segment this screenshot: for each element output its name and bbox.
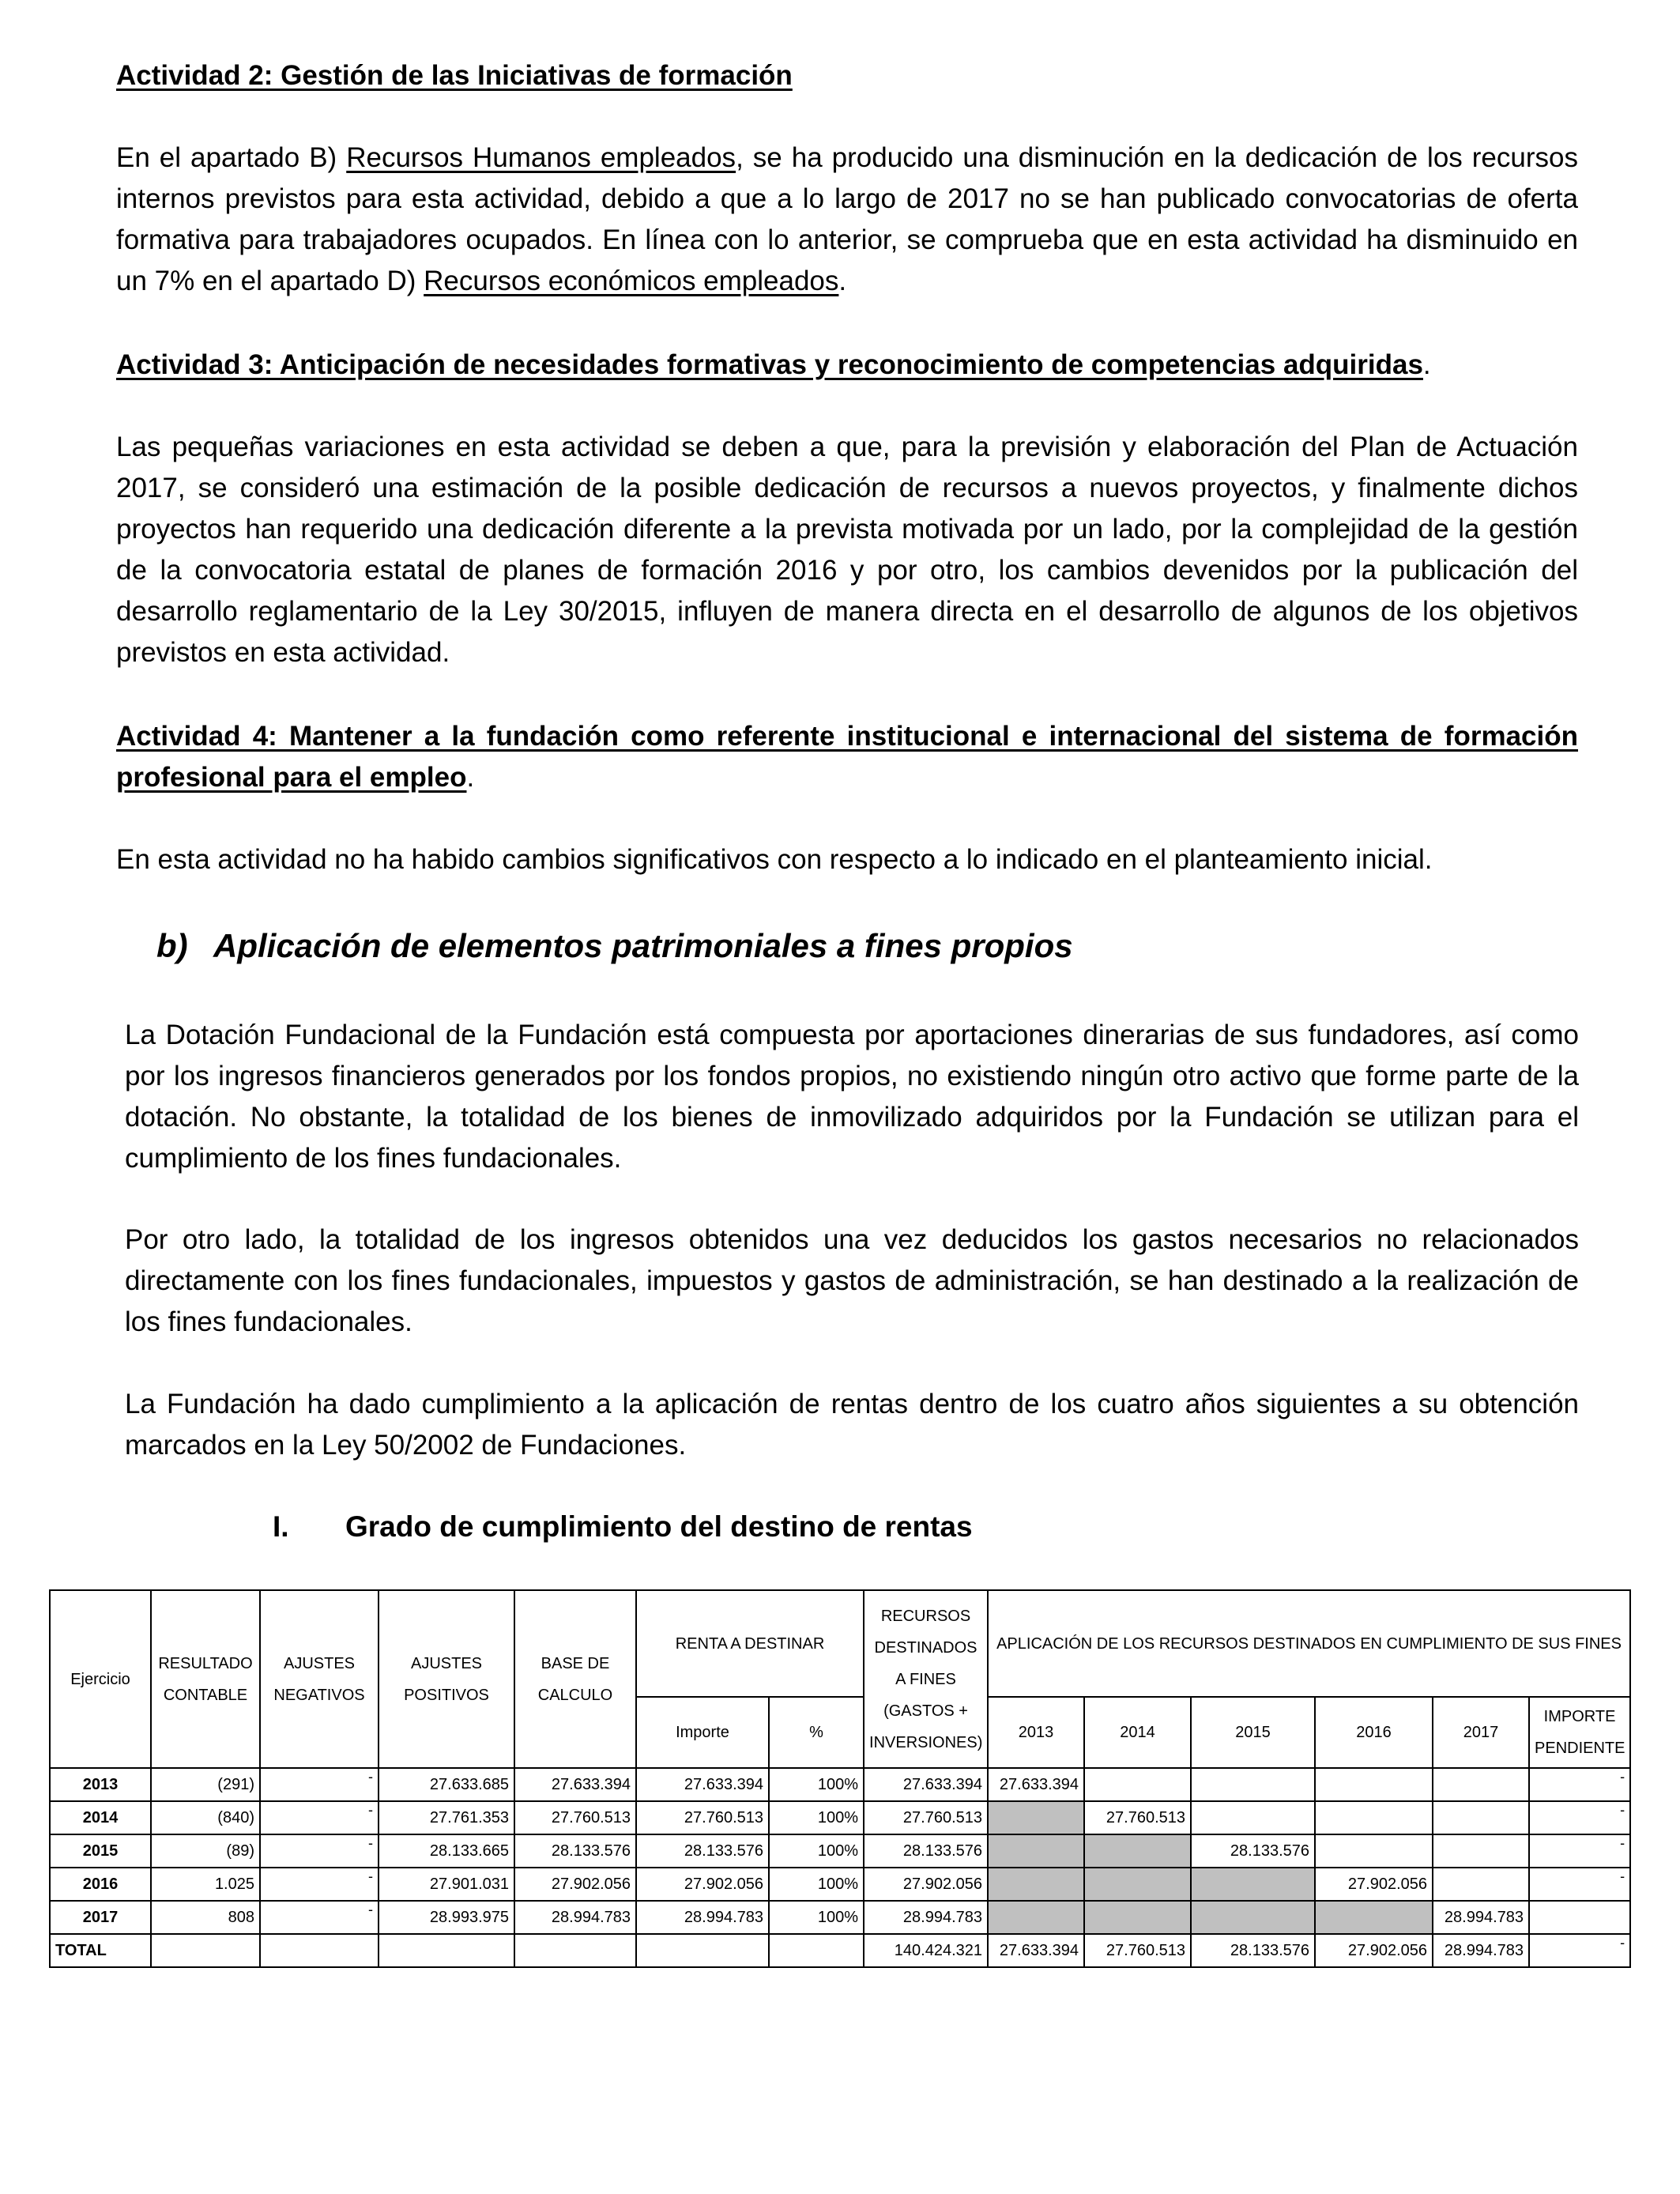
header-2016: 2016 bbox=[1315, 1697, 1433, 1768]
actividad-3-paragraph: Las pequeñas variaciones en esta actividad se deben a que, para la previsión y elaboración del Plan de Actuación 2017, se consideró una estimación de la posible dedicación de recursos a nuevos proyectos, y finalmente dichos proyectos han requerido una dedicación diferente a la prevista motivada por un lado, por la complejidad de la gestión de la convocatoria estatal de planes de formación 2016 y por otro, los cambios devenidos por la publicación del desarrollo reglamentario de la Ley 30/2015, influyen de manera directa en el desarrollo de algunos de los objetivos previstos en esta actividad. bbox=[116, 432, 1578, 668]
actividad-4-heading: Actividad 4: Mantener a la fundación como referente institucional e internacional del sistema de formación profesional para el empleo. bbox=[116, 721, 1578, 793]
cell-ajustes-negativos: - bbox=[260, 1901, 379, 1934]
cell-pendiente: - bbox=[1529, 1834, 1630, 1868]
cell-resultado bbox=[151, 1934, 260, 1967]
cell-base: 27.633.394 bbox=[514, 1768, 636, 1801]
cell-2016 bbox=[1315, 1834, 1433, 1868]
cell-porcentaje: 100% bbox=[769, 1768, 864, 1801]
cell-base: 27.902.056 bbox=[514, 1868, 636, 1901]
cell-pendiente: - bbox=[1529, 1934, 1630, 1967]
cell-importe bbox=[636, 1934, 769, 1967]
recursos-humanos-ref: Recursos Humanos empleados bbox=[346, 142, 736, 173]
cell-importe: 28.994.783 bbox=[636, 1901, 769, 1934]
cell-resultado: (291) bbox=[151, 1768, 260, 1801]
header-ejercicio: Ejercicio bbox=[50, 1590, 151, 1768]
cell-2013: 27.633.394 bbox=[988, 1934, 1084, 1967]
header-aplicacion-recursos: APLICACIÓN DE LOS RECURSOS DESTINADOS EN CUMPLIMIENTO DE SUS FINES bbox=[988, 1590, 1630, 1697]
cell-porcentaje: 100% bbox=[769, 1901, 864, 1934]
cell-porcentaje: 100% bbox=[769, 1834, 864, 1868]
cell-ajustes-positivos: 27.761.353 bbox=[379, 1801, 514, 1834]
cell-base: 28.994.783 bbox=[514, 1901, 636, 1934]
cell-recursos: 27.902.056 bbox=[864, 1868, 988, 1901]
cell-ajustes-positivos: 28.993.975 bbox=[379, 1901, 514, 1934]
cell-pendiente: - bbox=[1529, 1768, 1630, 1801]
cell-base: 27.760.513 bbox=[514, 1801, 636, 1834]
cell-ajustes-positivos: 28.133.665 bbox=[379, 1834, 514, 1868]
cell-pendiente: - bbox=[1529, 1868, 1630, 1901]
cell-resultado: (840) bbox=[151, 1801, 260, 1834]
cell-ejercicio: 2017 bbox=[50, 1901, 151, 1934]
table-row bbox=[50, 1901, 1630, 1934]
cell-recursos: 140.424.321 bbox=[864, 1934, 988, 1967]
cell-ejercicio: 2015 bbox=[50, 1834, 151, 1868]
section-b-paragraph-3: La Fundación ha dado cumplimiento a la aplicación de rentas dentro de los cuatro años siguientes a su obtención marcados en la Ley 50/2002 de Fundaciones. bbox=[125, 1389, 1579, 1461]
cell-porcentaje: 100% bbox=[769, 1868, 864, 1901]
cell-2014 bbox=[1084, 1768, 1191, 1801]
cell-ajustes-negativos bbox=[260, 1934, 379, 1967]
header-recursos-destinados: RECURSOS DESTINADOS A FINES (GASTOS + INVERSIONES) bbox=[864, 1590, 988, 1768]
cell-ajustes-negativos: - bbox=[260, 1768, 379, 1801]
destino-rentas-table bbox=[49, 1589, 1631, 1968]
cell-2014: 27.760.513 bbox=[1084, 1934, 1191, 1967]
section-b-paragraph-1: La Dotación Fundacional de la Fundación está compuesta por aportaciones dinerarias de sus fundadores, así como por los ingresos financieros generados por los fondos propios, no existiendo ningún otro activo que forme parte de la dotación. No obstante, la totalidad de los bienes de inmovilizado adquiridos por la Fundación se utilizan para el cumplimiento de los fines fundacionales. bbox=[125, 1020, 1579, 1174]
cell-2017 bbox=[1433, 1834, 1529, 1868]
cell-ajustes-positivos: 27.901.031 bbox=[379, 1868, 514, 1901]
cell-resultado: 808 bbox=[151, 1901, 260, 1934]
actividad-4-paragraph: En esta actividad no ha habido cambios significativos con respecto a lo indicado en el planteamiento inicial. bbox=[116, 844, 1433, 875]
table-row bbox=[50, 1801, 1630, 1834]
cell-importe: 28.133.576 bbox=[636, 1834, 769, 1868]
cell-resultado: (89) bbox=[151, 1834, 260, 1868]
cell-2013: 27.633.394 bbox=[988, 1768, 1084, 1801]
table-row bbox=[50, 1834, 1630, 1868]
table-row bbox=[50, 1868, 1630, 1901]
cell-2017 bbox=[1433, 1768, 1529, 1801]
cell-2017: 28.994.783 bbox=[1433, 1901, 1529, 1934]
cell-importe: 27.760.513 bbox=[636, 1801, 769, 1834]
header-importe: Importe bbox=[636, 1697, 769, 1768]
cell-pendiente bbox=[1529, 1901, 1630, 1934]
cell-2014 bbox=[1084, 1868, 1191, 1901]
cell-2013 bbox=[988, 1901, 1084, 1934]
header-renta-destinar: RENTA A DESTINAR bbox=[636, 1590, 864, 1697]
cell-recursos: 28.994.783 bbox=[864, 1901, 988, 1934]
cell-ajustes-positivos bbox=[379, 1934, 514, 1967]
cell-2016: 27.902.056 bbox=[1315, 1934, 1433, 1967]
cell-2016 bbox=[1315, 1801, 1433, 1834]
cell-2015 bbox=[1191, 1901, 1315, 1934]
cell-2016: 27.902.056 bbox=[1315, 1868, 1433, 1901]
cell-ajustes-negativos: - bbox=[260, 1868, 379, 1901]
cell-resultado: 1.025 bbox=[151, 1868, 260, 1901]
cell-ejercicio: 2016 bbox=[50, 1868, 151, 1901]
section-b-title: b) Aplicación de elementos patrimoniales a fines propios bbox=[156, 927, 1073, 964]
actividad-2-heading: Actividad 2: Gestión de las Iniciativas de formación bbox=[116, 60, 793, 91]
header-2017: 2017 bbox=[1433, 1697, 1529, 1768]
section-b-paragraph-2: Por otro lado, la totalidad de los ingresos obtenidos una vez deducidos los gastos necesarios no relacionados directamente con los fines fundacionales, impuestos y gastos de administración, se han destinado a la realización de los fines fundacionales. bbox=[125, 1224, 1579, 1337]
header-2014: 2014 bbox=[1084, 1697, 1191, 1768]
cell-pendiente: - bbox=[1529, 1801, 1630, 1834]
header-ajustes-negativos: AJUSTES NEGATIVOS bbox=[260, 1590, 379, 1768]
cell-recursos: 28.133.576 bbox=[864, 1834, 988, 1868]
cell-2014 bbox=[1084, 1901, 1191, 1934]
header-ajustes-positivos: AJUSTES POSITIVOS bbox=[379, 1590, 514, 1768]
table-row bbox=[50, 1768, 1630, 1801]
header-2013: 2013 bbox=[988, 1697, 1084, 1768]
subsection-title: I. Grado de cumplimiento del destino de rentas bbox=[273, 1510, 973, 1543]
cell-2015 bbox=[1191, 1868, 1315, 1901]
cell-2014 bbox=[1084, 1834, 1191, 1868]
cell-base: 28.133.576 bbox=[514, 1834, 636, 1868]
cell-base bbox=[514, 1934, 636, 1967]
header-porcentaje: % bbox=[769, 1697, 864, 1768]
header-base-calculo: BASE DE CALCULO bbox=[514, 1590, 636, 1768]
cell-2013 bbox=[988, 1868, 1084, 1901]
cell-ajustes-positivos: 27.633.685 bbox=[379, 1768, 514, 1801]
cell-2015 bbox=[1191, 1768, 1315, 1801]
cell-2013 bbox=[988, 1801, 1084, 1834]
cell-recursos: 27.760.513 bbox=[864, 1801, 988, 1834]
cell-2013 bbox=[988, 1834, 1084, 1868]
cell-ajustes-negativos: - bbox=[260, 1834, 379, 1868]
cell-importe: 27.902.056 bbox=[636, 1868, 769, 1901]
cell-porcentaje bbox=[769, 1934, 864, 1967]
cell-porcentaje: 100% bbox=[769, 1801, 864, 1834]
cell-2016 bbox=[1315, 1901, 1433, 1934]
cell-2015: 28.133.576 bbox=[1191, 1934, 1315, 1967]
table-total-row bbox=[50, 1934, 1630, 1967]
cell-total-label: TOTAL bbox=[50, 1934, 151, 1967]
cell-2015 bbox=[1191, 1801, 1315, 1834]
cell-importe: 27.633.394 bbox=[636, 1768, 769, 1801]
actividad-3-heading: Actividad 3: Anticipación de necesidades formativas y reconocimiento de competencias adquiridas. bbox=[116, 349, 1431, 380]
cell-2016 bbox=[1315, 1768, 1433, 1801]
cell-ajustes-negativos: - bbox=[260, 1801, 379, 1834]
cell-2017: 28.994.783 bbox=[1433, 1934, 1529, 1967]
cell-2017 bbox=[1433, 1868, 1529, 1901]
header-2015: 2015 bbox=[1191, 1697, 1315, 1768]
cell-2017 bbox=[1433, 1801, 1529, 1834]
cell-ejercicio: 2013 bbox=[50, 1768, 151, 1801]
cell-recursos: 27.633.394 bbox=[864, 1768, 988, 1801]
cell-ejercicio: 2014 bbox=[50, 1801, 151, 1834]
header-resultado-contable: RESULTADO CONTABLE bbox=[151, 1590, 260, 1768]
actividad-2-paragraph: En el apartado B) Recursos Humanos empleados, se ha producido una disminución en la dedicación de los recursos internos previstos para esta actividad, debido a que a lo largo de 2017 no se han publicado convocatorias de oferta formativa para trabajadores ocupados. En línea con lo anterior, se comprueba que en esta actividad ha disminuido en un 7% en el apartado D) Recursos económicos empleados. bbox=[116, 142, 1578, 296]
cell-2014: 27.760.513 bbox=[1084, 1801, 1191, 1834]
header-importe-pendiente: IMPORTE PENDIENTE bbox=[1529, 1697, 1630, 1768]
recursos-economicos-ref: Recursos económicos empleados bbox=[424, 266, 839, 296]
cell-2015: 28.133.576 bbox=[1191, 1834, 1315, 1868]
